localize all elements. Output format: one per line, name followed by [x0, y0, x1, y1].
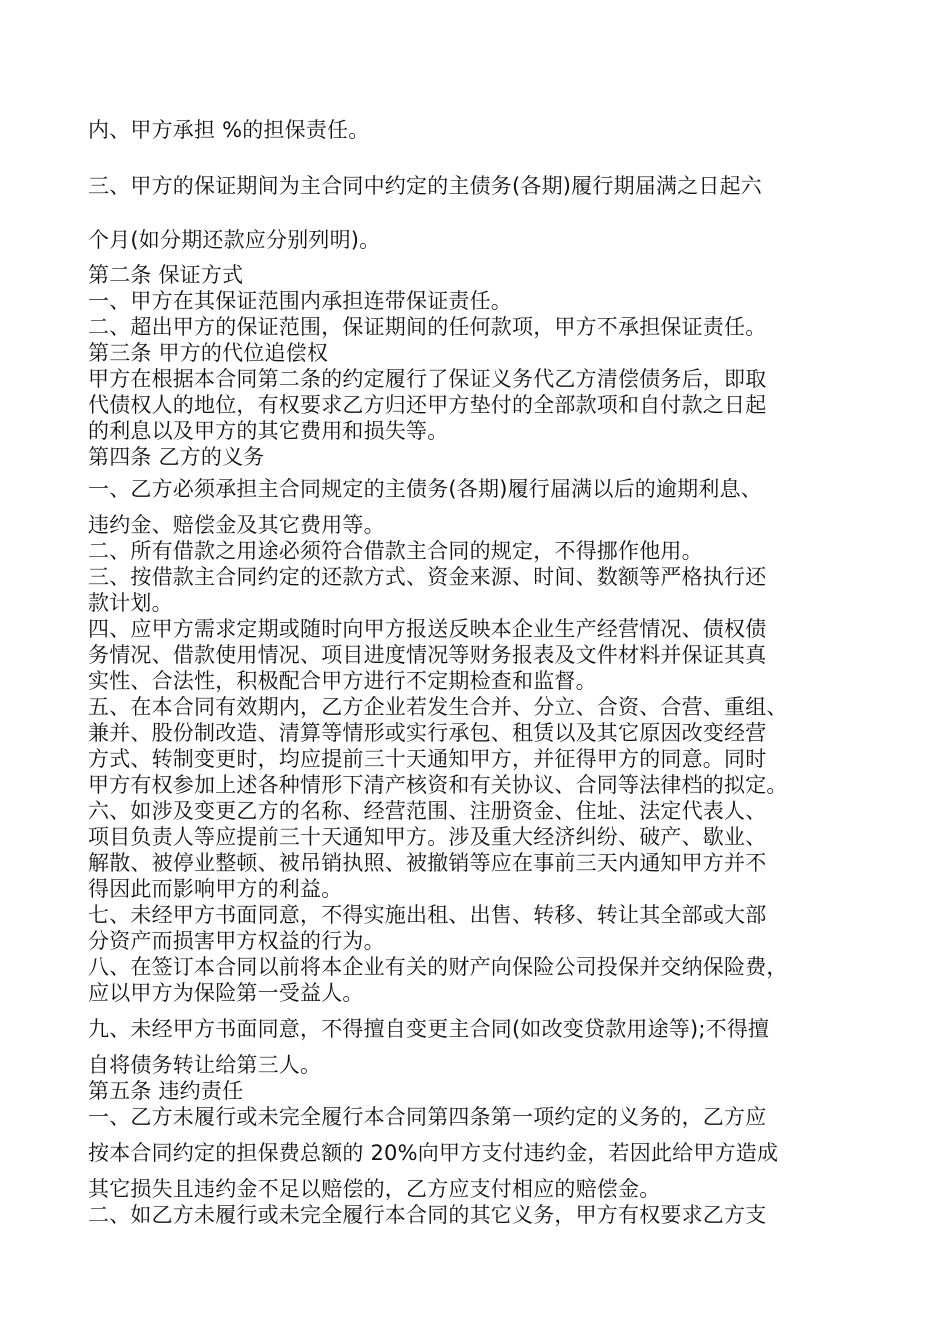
text-line: 兼并、股份制改造、清算等情形或实行承包、租赁以及其它原因改变经营: [88, 721, 767, 745]
section-heading: 第四条 乙方的义务: [88, 445, 265, 469]
text-line: 一、乙方必须承担主合同规定的主债务(各期)履行届满以后的逾期利息、: [88, 477, 762, 501]
section-heading: 第三条 甲方的代位追偿权: [88, 341, 329, 365]
text-line: 款计划。: [88, 591, 173, 615]
text-line: 项目负责人等应提前三十天通知甲方。涉及重大经济纠纷、破产、歇业、: [88, 825, 767, 849]
text-line: 按本合同约定的担保费总额的 20%向甲方支付违约金，若因此给甲方造成: [88, 1141, 779, 1165]
text-line: 六、如涉及变更乙方的名称、经营范围、注册资金、住址、法定代表人、: [88, 799, 767, 823]
text-line: 分资产而损害甲方权益的行为。: [88, 929, 385, 953]
text-line: 甲方有权参加上述各种情形下清产核资和有关协议、合同等法律档的拟定。: [88, 773, 788, 797]
text-line: 二、所有借款之用途必须符合借款主合同的规定，不得挪作他用。: [88, 539, 703, 563]
text-line: 个月(如分期还款应分别列明)。: [88, 228, 381, 252]
section-heading: 第五条 违约责任: [88, 1079, 244, 1103]
text-line: 五、在本合同有效期内，乙方企业若发生合并、分立、合资、合营、重组、: [88, 695, 788, 719]
text-line: 内、甲方承担 %的担保责任。: [88, 118, 370, 142]
text-line: 其它损失且违约金不足以赔偿的，乙方应支付相应的赔偿金。: [88, 1177, 661, 1201]
text-line: 解散、被停业整顿、被吊销执照、被撤销等应在事前三天内通知甲方并不: [88, 851, 767, 875]
text-line: 应以甲方为保险第一受益人。: [88, 981, 364, 1005]
text-line: 的利息以及甲方的其它费用和损失等。: [88, 419, 449, 443]
text-line: 一、甲方在其保证范围内承担连带保证责任。: [88, 289, 512, 313]
section-heading: 第二条 保证方式: [88, 263, 244, 287]
text-line: 方式、转制变更时，均应提前三十天通知甲方，并征得甲方的同意。同时: [88, 747, 767, 771]
text-line: 八、在签订本合同以前将本企业有关的财产向保险公司投保并交纳保险费，: [88, 955, 788, 979]
text-line: 三、按借款主合同约定的还款方式、资金来源、时间、数额等严格执行还: [88, 565, 767, 589]
text-line: 代债权人的地位，有权要求乙方归还甲方垫付的全部款项和自付款之日起: [88, 393, 767, 417]
text-line: 自将债务转让给第三人。: [88, 1053, 322, 1077]
text-line: 九、未经甲方书面同意，不得擅自变更主合同(如改变贷款用途等);不得擅: [88, 1017, 770, 1041]
text-line: 三、甲方的保证期间为主合同中约定的主债务(各期)履行期届满之日起六: [88, 174, 762, 198]
text-line: 实性、合法性，积极配合甲方进行不定期检查和监督。: [88, 669, 597, 693]
text-line: 务情况、借款使用情况、项目进度情况等财务报表及文件材料并保证其真: [88, 643, 767, 667]
text-line: 甲方在根据本合同第二条的约定履行了保证义务代乙方清偿债务后，即取: [88, 367, 767, 391]
text-line: 二、如乙方未履行或未完全履行本合同的其它义务，甲方有权要求乙方支: [88, 1203, 767, 1227]
text-line: 四、应甲方需求定期或随时向甲方报送反映本企业生产经营情况、债权债: [88, 617, 767, 641]
text-line: 违约金、赔偿金及其它费用等。: [88, 513, 385, 537]
text-line: 得因此而影响甲方的利益。: [88, 877, 343, 901]
text-line: 一、乙方未履行或未完全履行本合同第四条第一项约定的义务的，乙方应: [88, 1105, 767, 1129]
text-line: 七、未经甲方书面同意，不得实施出租、出售、转移、转让其全部或大部: [88, 903, 767, 927]
text-line: 二、超出甲方的保证范围，保证期间的任何款项，甲方不承担保证责任。: [88, 315, 767, 339]
